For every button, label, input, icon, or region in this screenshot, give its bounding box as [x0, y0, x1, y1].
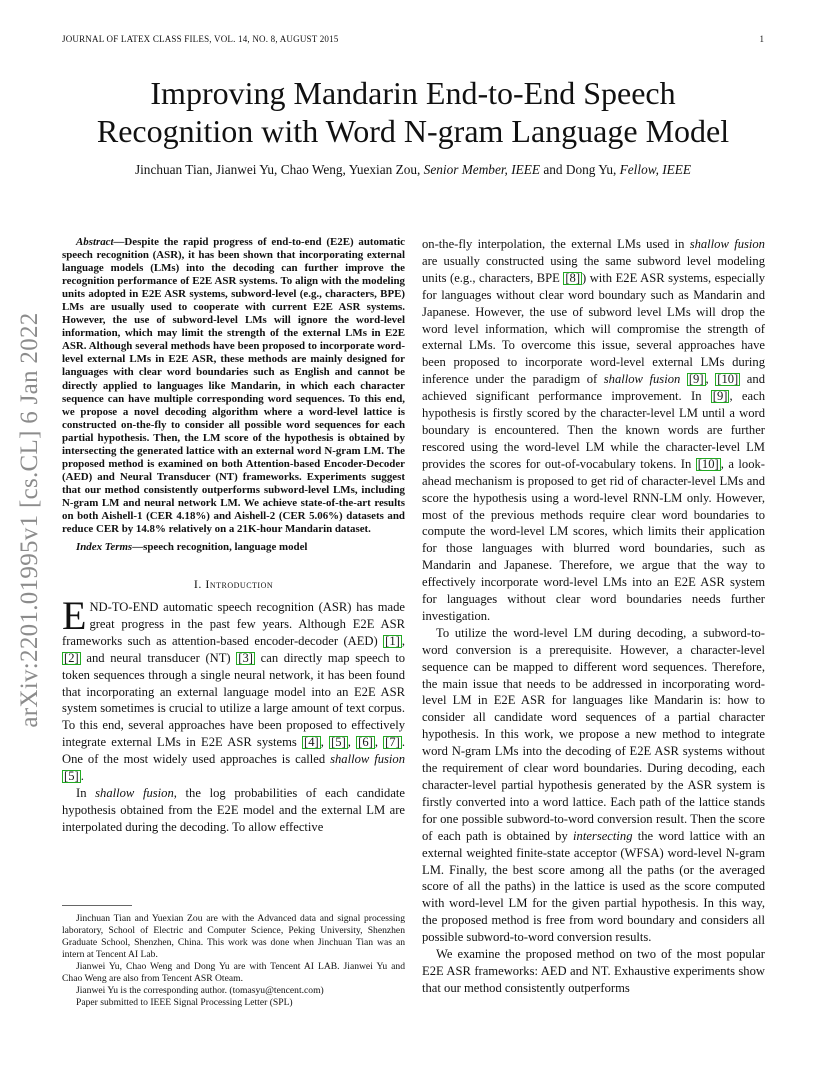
- body-text: To utilize the word-level LM during decoding, a subword-to-word conversion is a prerequisite. However, a character-level sequence can be mapped to different word sequences. Therefore, the main issue that needs to be addressed in incorporating word-level LM in E2E ASR for languages like Mandarin is: how to consider all candidate word sequences of a partial character hypothesis. In this work, we propose a new method to integrate word N-gram LMs into the decoding of E2E ASR systems without the requirement of clear word boundaries. During decoding, each character-level partial hypothesis generated by the ASR system is firstly converted into a word lattice. Each path of the lattice stands for one possible subword-to-word conversion result. Then the score of each path is obtained by: [422, 625, 765, 843]
- abstract-text: —Despite the rapid progress of end-to-end (E2E) automatic speech recognition (ASR), it has been shown that incorporating external language models (LMs) into the decoding can further improve the recognition performance of E2E ASR systems. To align with the modeling units adopted in E2E ASR systems, subword-level (e.g., characters, BPE) LMs are usually used to cooperate with current E2E ASR systems. However, the use of subword-level LMs will ignore the word-level information, which may limit the strength of the external LMs in E2E ASR. Although several methods have been proposed to incorporate word-level external LMs in E2E ASR, these methods are mainly designed for languages with clear word boundaries such as English and cannot be directly applied to languages like Mandarin, in which each character sequence can have multiple corresponding word sequences. To this end, we propose a novel decoding algorithm where a word-level lattice is constructed on-the-fly to consider all possible word sequences for each partial hypothesis. Then, the LM score of the hypothesis is obtained by intersecting the generated lattice with an external word N-gram LM. The proposed method is examined on both Attention-based Encoder-Decoder (AED) and Neural Transducer (NT) frameworks. Experiments suggest that our method consistently outperforms subword-level LMs, including N-gram LM and neural network LM. We achieve state-of-the-art results on both Aishell-1 (CER 4.18%) and Aishell-2 (CER 5.06%) datasets and reduce CER by 14.8% relatively on a 21K-hour Mandarin dataset.: [62, 236, 405, 536]
- body-text: the word lattice with an external weighted finite-state acceptor (WFSA) word-level N-gram LM. Finally, the best score among all the paths (or the averaged score of all the paths) in the lattice is used as the score computed with word-level LM for the given partial hypothesis. In this way, the proposed method is free from word boundary and considers all possible subword-to-word conversion results.: [422, 828, 765, 945]
- citation-link[interactable]: [5]: [64, 769, 79, 784]
- right-paragraph-1: on-the-fly interpolation, the external LMs used in shallow fusion are usually constructed using the same subword level modeling units (e.g., characters, BPE [8] ) with E2E ASR systems, especially for languages without clear word boundary such as Mandarin and Japanese. However, the use of subword level LMs will drop the word level information, which will compromise the strength of external LMs. To overcome this issue, several approaches have been proposed to incorporate word-level external LMs during inference under the paradigm of shallow fusion [9] , [10] and achieved significant performance improvement. In [9] , each hypothesis is firstly scored by the character-level LM until a word boundary is encountered. Then the known words are further rescored using the word-level LM while the character-level LM provides the scores for out-of-vocabulary tokens. In [10] , a look-ahead mechanism is proposed to get rid of character-level LMs and score the hypothesis using a word-level RNN-LM only. However, most of the previous methods require clear word boundaries to compute the word-level LM scores, which limits their application for those languages with blurred word boundaries, such as Mandarin and Japanese. Therefore, we argue that the way to effectively incorporate word-level LMs into an E2E ASR system for languages without clear word boundaries needs further investigation.: [422, 237, 766, 623]
- citation-link[interactable]: [9]: [712, 389, 728, 404]
- authors-part-2: and Dong Yu,: [540, 162, 620, 177]
- body-text: , a look-ahead mechanism is proposed to get rid of character-level LMs and score the hypothesis using a word-level RNN-LM only. However, most of the previous methods require clear word boundaries to compute the word-level LM scores, which limits their application for those languages with blurred word boundaries, such as Mandarin and Japanese. Therefore, we argue that the way to effectively incorporate word-level LMs into an E2E ASR system for languages without clear word boundaries needs further investigation.: [422, 456, 766, 623]
- drop-cap: E: [62, 593, 87, 639]
- intro-text: and neural transducer (NT): [80, 650, 237, 665]
- intro-sep: ,: [401, 633, 405, 648]
- arxiv-stamp: [10, 300, 50, 740]
- body-text: ) with E2E ASR systems, especially for languages without clear word boundary such as Mandarin and Japanese. However, the use of subword level LMs will drop the word level information, which will compromise the strength of external LMs. To overcome this issue, several approaches have been proposed to incorporate word-level external LMs during inference under the paradigm of: [422, 270, 765, 387]
- section-title: Introduction: [205, 577, 274, 592]
- emphasis-shallow-fusion: shallow fusion: [689, 237, 765, 251]
- citation-link[interactable]: [10]: [697, 456, 719, 471]
- index-terms: [62, 541, 405, 554]
- intro-text: can directly map speech to token sequences through a single neural network, it has been found that incorporating an external language model into an E2E ASR system sometimes is crucial to utilize a large amount of text corpus. To this end, several approaches have been proposed to effectively integrate external LMs in E2E ASR systems: [62, 650, 405, 750]
- author-role-2: Fellow, IEEE: [619, 162, 692, 177]
- body-text: are usually constructed using the same subword level modeling units (e.g., characters, BPE: [422, 253, 765, 285]
- intro-text: In: [76, 786, 96, 800]
- footnote-affiliation-2: Jianwei Yu, Chao Weng and Dong Yu are with Tencent AI LAB. Jianwei Yu and Chao Weng are also from Tencent ASR Oteam.: [62, 961, 405, 984]
- index-terms-text: —speech recognition, language model: [132, 541, 308, 554]
- body-text: on-the-fly interpolation, the external LMs used in: [422, 237, 690, 251]
- footnote-rule: [62, 905, 132, 906]
- emphasis-shallow-fusion: shallow fusion: [95, 786, 174, 800]
- intro-paragraph-1: END-TO-END automatic speech recognition (ASR) has made great progress in the past few years. Although E2E ASR frameworks such as attention-based encoder-decoder (AED) [1] , [2] and neural transducer (NT) [3] can directly map speech to token sequences through a single neural network, it has been found that incorporating an external language model into an E2E ASR system sometimes is crucial to utilize a large amount of text corpus. To this end, several approaches have been proposed to effectively integrate external LMs in E2E ASR systems [4] , [5] , [6] , [7] . One of the most widely used approaches is called shallow fusion [5] .: [62, 593, 406, 784]
- citation-link[interactable]: [4]: [304, 735, 319, 750]
- intro-text: . One of the most widely used approaches is called: [62, 735, 406, 767]
- arxiv-stamp-text: arXiv:2201.01995v1 [cs.CL] 6 Jan 2022: [16, 312, 43, 728]
- section-heading-introduction: [62, 576, 405, 593]
- citation-link[interactable]: [10]: [717, 372, 739, 387]
- citation-link[interactable]: [7]: [385, 735, 400, 750]
- right-column: [422, 236, 765, 997]
- footnote-affiliation-1: Jinchuan Tian and Yuexian Zou are with the Advanced data and signal processing laboratory, School of Electric and Computer Science, Peking University, Shenzhen Graduate School, Shenzhen, China. This work was done when Jinchuan Tian was an intern at Tencent AI Lab.: [62, 913, 405, 960]
- right-paragraph-2: [422, 625, 765, 946]
- citation-link[interactable]: [2]: [64, 650, 79, 665]
- index-terms-label: Index Terms: [76, 541, 133, 554]
- citation-link[interactable]: [8]: [565, 270, 581, 285]
- citation-link[interactable]: [6]: [358, 735, 373, 750]
- intro-paragraph-2: [62, 785, 405, 836]
- footnotes: [62, 913, 405, 1009]
- citation-link[interactable]: [9]: [688, 372, 704, 387]
- left-column: [62, 236, 405, 836]
- page-number: 1: [759, 34, 764, 44]
- emphasis-intersecting: intersecting: [573, 828, 633, 843]
- emphasis-shallow-fusion: shallow fusion: [330, 752, 405, 767]
- citation-link[interactable]: [3]: [238, 650, 253, 665]
- running-head: JOURNAL OF LATEX CLASS FILES, VOL. 14, NO. 8, AUGUST 2015: [62, 34, 339, 44]
- author-list: [62, 162, 764, 178]
- emphasis-shallow-fusion: shallow fusion: [603, 372, 681, 387]
- citation-link[interactable]: [1]: [385, 633, 400, 648]
- footnote-corresponding: Jianwei Yu is the corresponding author. (tomasyu@tencent.com): [76, 985, 324, 996]
- footnote-submission: Paper submitted to IEEE Signal Processing Letter (SPL): [76, 997, 293, 1008]
- abstract-label: Abstract: [76, 236, 114, 248]
- title-line-2: Recognition with Word N-gram Language Model: [96, 113, 730, 149]
- paper-title: [62, 74, 764, 150]
- abstract: [62, 236, 405, 536]
- body-text: and achieved significant performance improvement. In: [422, 372, 765, 404]
- intro-text: , the log probabilities of each candidate hypothesis obtained from the E2E model and the external LM are interpolated during the decoding. To allow effective: [62, 786, 405, 834]
- body-text: , each hypothesis is firstly scored by the character-level LM until a word boundary is encountered. Then the known words are further rescored using the word-level LM while the character-level LM provides the scores for out-of-vocabulary tokens. In: [422, 389, 765, 471]
- intro-text: .: [80, 769, 84, 784]
- citation-link[interactable]: [5]: [331, 735, 346, 750]
- author-role-1: Senior Member, IEEE: [423, 162, 540, 177]
- intro-text: ND-TO-END automatic speech recognition (ASR) has made great progress in the past few years. Although E2E ASR frameworks such as attention-based encoder-decoder (AED): [62, 600, 405, 648]
- title-line-1: Improving Mandarin End-to-End Speech: [150, 75, 676, 111]
- right-paragraph-3: We examine the proposed method on two of the most popular E2E ASR frameworks: AED and NT. Exhaustive experiments show that our method consistently outperforms: [422, 947, 765, 995]
- authors-part-1: Jinchuan Tian, Jianwei Yu, Chao Weng, Yuexian Zou,: [134, 162, 424, 177]
- section-number: I.: [193, 577, 206, 592]
